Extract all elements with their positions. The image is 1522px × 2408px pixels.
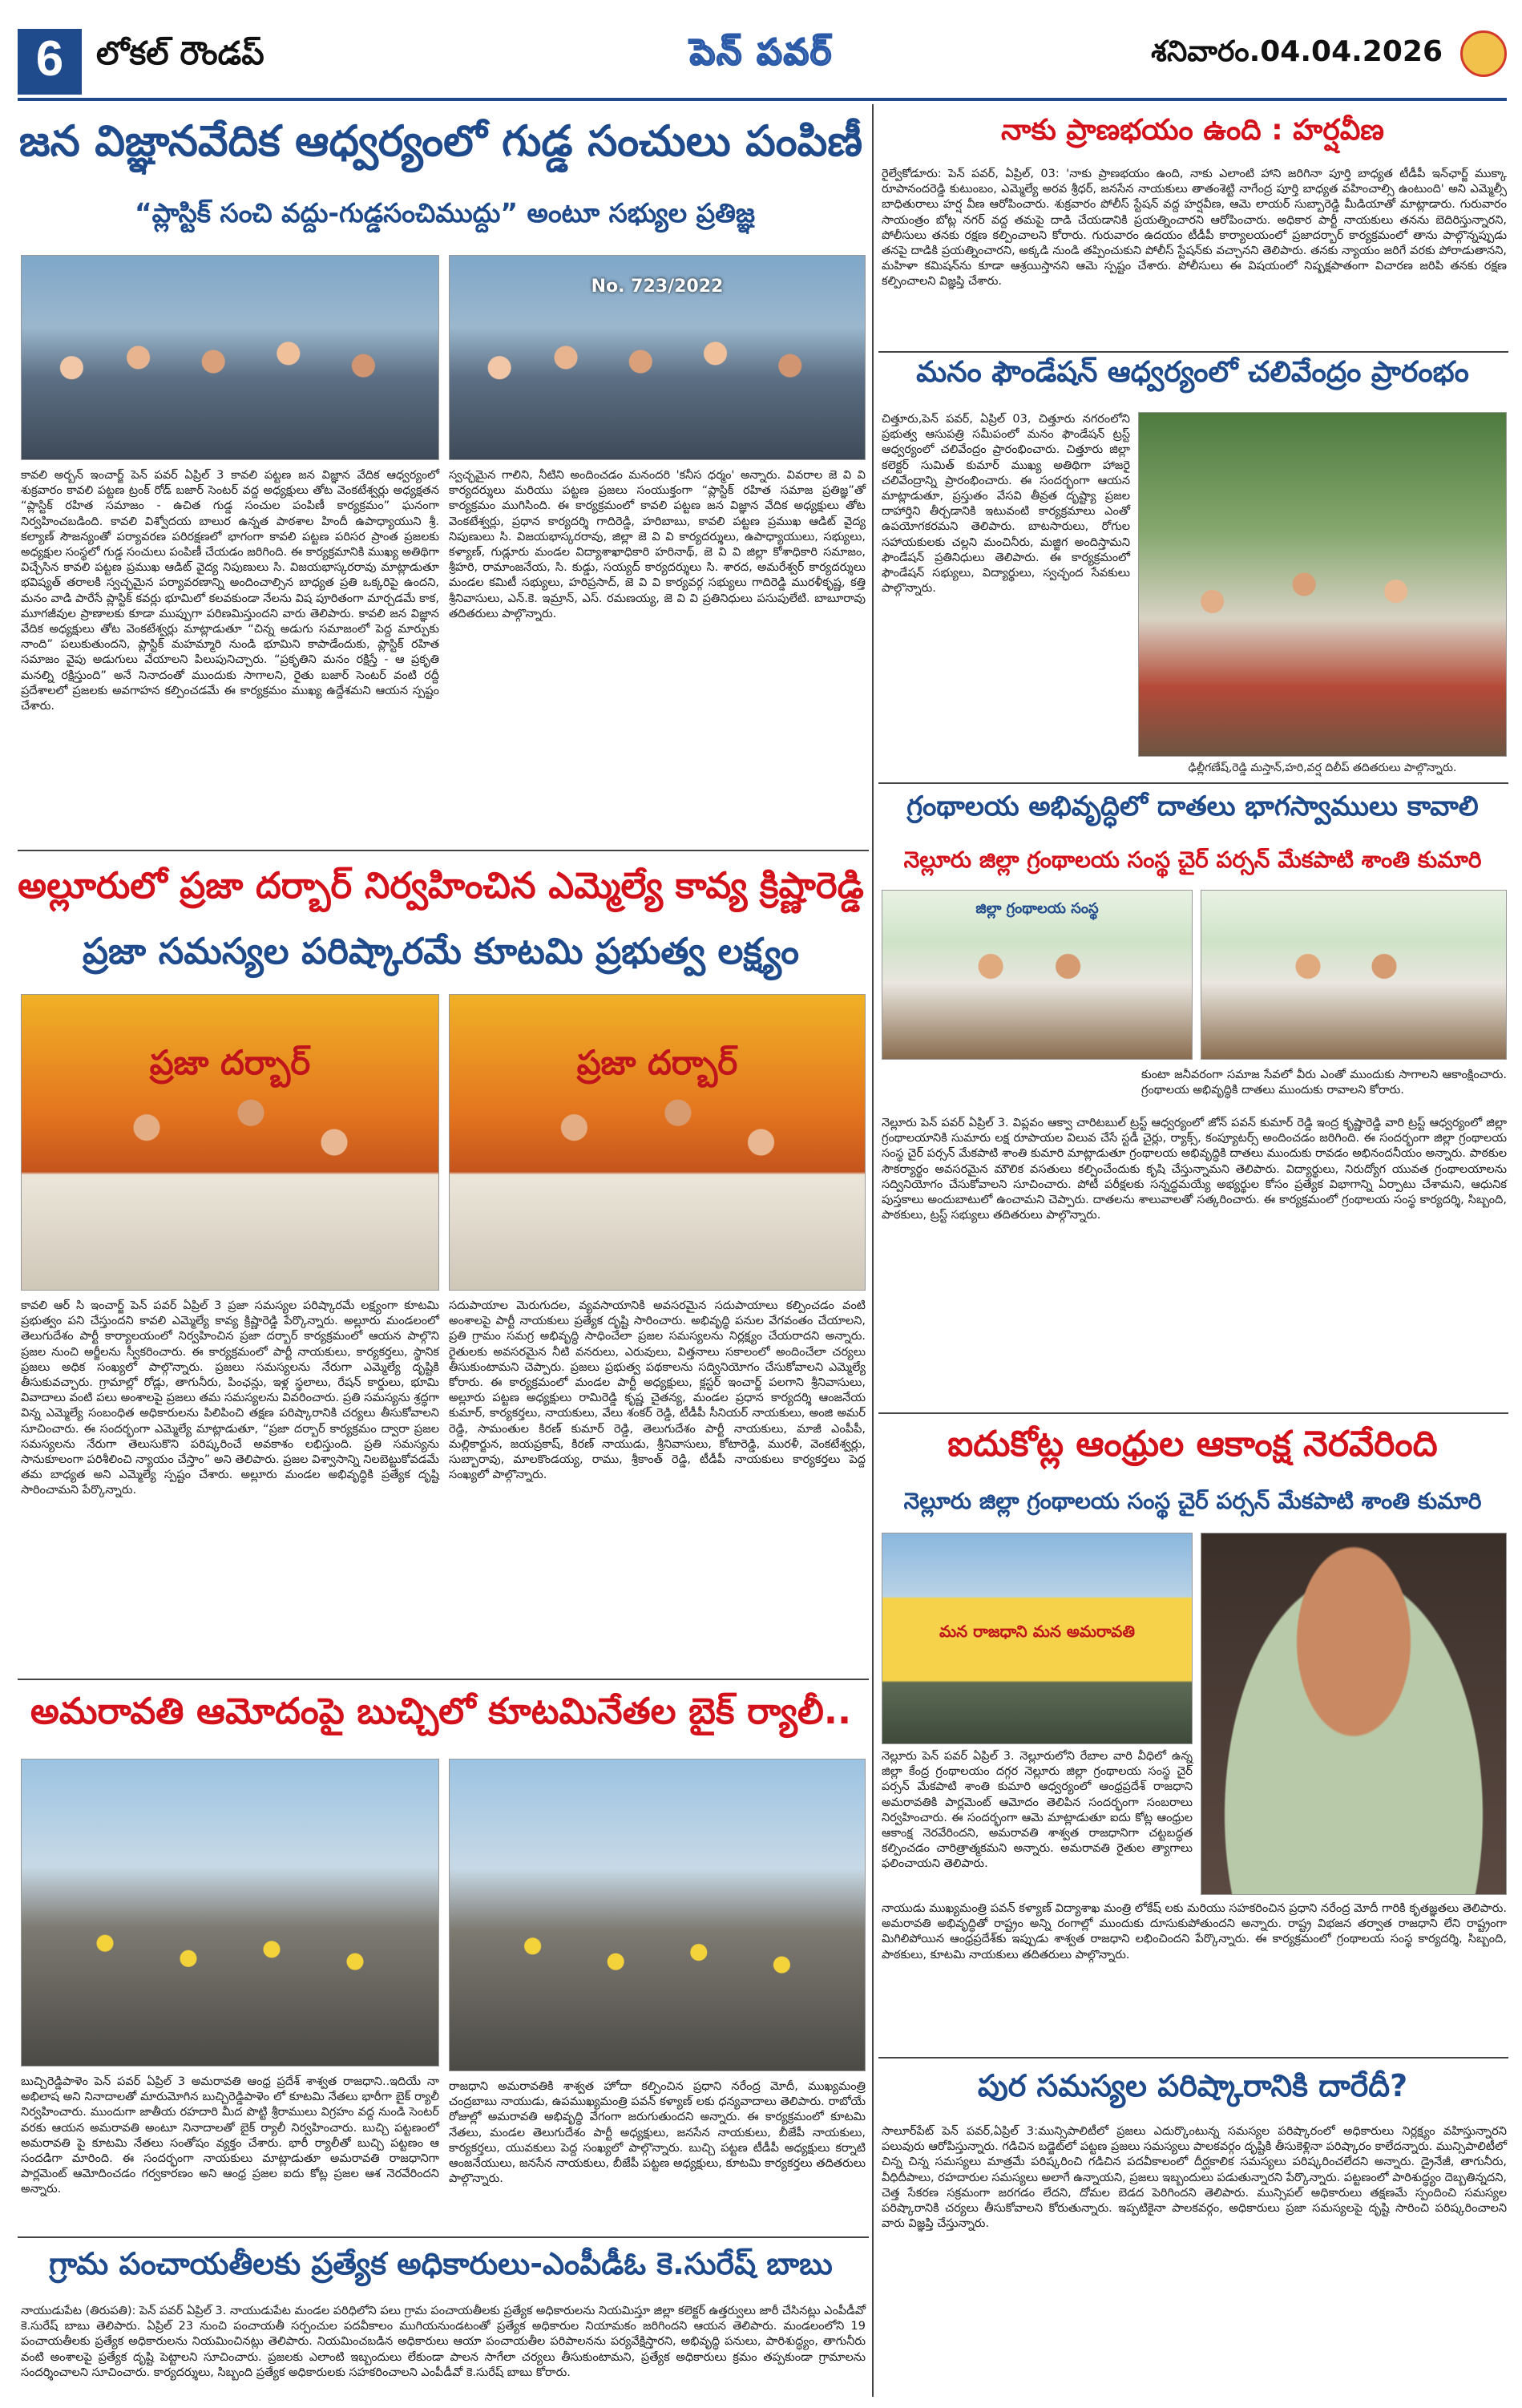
headline-cloth-bags: జన విజ్ఞానవేదిక ఆధ్వర్యంలో గుడ్డ సంచులు పంపిణీ (18, 117, 863, 166)
article-body-praja-darbar-right: సదుపాయాల మెరుగుదల, వ్యవసాయానికి అవసరమైన సదుపాయాలు కల్పించడం వంటి అంశాలపై పార్టీ నాయకులు ప్రత్యేక దృష్టి సారించారు. అభివృద్ధి పనుల వేగవంతం చేయాలని, ప్రతి గ్రామం సమగ్ర అభివృద్ధి సాధించేలా ప్రజల సమస్యలను నిర్లక్ష్యం చేయరాదని అన్నారు. రైతులకు అవసరమైన నీటి వనరులు, ఎరువులు, విత్తనాలు సకాలంలో అందించేలా చర్యలు తీసుకుంటామని చెప్పారు. ప్రజలు ప్రభుత్వ పథకాలను సద్వినియోగం చేసుకోవాలని ఎమ్మెల్యే కోరారు. ఈ కార్యక్రమంలో మండల పార్టీ అధ్యక్షులు, క్లస్టర్ ఇంచార్జ్ పలగాని శ్రీనివాసులు, అల్లూరు పట్టణ అధ్యక్షులు రామిరెడ్డి కృష్ణ చైతన్య, మండల ప్రధాన కార్యదర్శి ఆంజనేయ కుమార్, కార్యకర్తలు, నాయకులు, వేలు శంకర్ రెడ్డి, టీడీపీ సీనియర్ నాయకులు, అంజి అమర్ రెడ్డి, సామంతుల కిరణ్ కుమార్ రెడ్డి, తెలుగుదేశం పార్టీ నాయకులు, మాజీ ఎంపీపీ, మల్లికార్జున, జయప్రకాష్, కిరణ్ నాయుడు, శ్రీనివాసులు, కోటారెడ్డి, మురళీ, వెంకటేశ్వర్లు, సుబ్బారావు, మాలకొండయ్య, రాము, శ్రీకాంత్ రెడ్డి, టీడీపీ నాయకులు కార్యకర్తలు పెద్ద సంఖ్యలో పాల్గొన్నారు. (449, 1299, 870, 1482)
photo-banner-text: ప్రజా దర్బార్ (149, 1043, 311, 1082)
article-body-harshaveena: రైల్వేకోడూరు: పెన్ పవర్, ఏప్రిల్, 03: 'నాకు ప్రాణభయం ఉంది, నాకు ఎలాంటి హాని జరిగినా పూర్తి బాధ్యత టీడీపీ ఇన్‌ఛార్జ్ ముక్కా రూపానందరెడ్డి కుటుంబం, ఎమ్మెల్యే అరవ శ్రీధర్, జనసేన నాయకులు తాతంశెట్టి నాగేంద్ర పూర్తి బాధ్యత వహించాల్సి ఉంటుంది' అని ఎమ్మెల్సీ బాధితురాలు హర్ష వీణ ఆరోపించారు. శుక్రవారం పోలీస్ స్టేషన్ వద్ద హర్షవీణ, ఆమె లాయర్ సుబ్బారెడ్డి మీడియాతో మాట్లాడారు. గురువారం సాయంత్రం బోట్ల నగర్ వద్ద తమపై దాడి చేయడానికి ప్రయత్నించారని ఆరోపించారు. అధికార పార్టీ నాయకులు తనను బెదిరిస్తున్నారని, పోలీసులు తనకు రక్షణ కల్పించాలని కోరారు. గురువారం ఉదయం టీడీపీ కార్యాలయంలో ప్రజాదర్బార్ కార్యక్రమంలో తాను పాల్గొన్నప్పుడు తనపై దాడికి ప్రయత్నించారని, అక్కడి నుండి తప్పించుకుని పోలీస్ స్టేషన్‌కు వచ్చానని తెలిపారు. తనకు న్యాయం జరిగే వరకు పోరాడుతానని, మహిళా కమిషన్‌ను కూడా ఆశ్రయిస్తానని ఆమె స్పష్టం చేశారు. పోలీసులు ఈ విషయంలో నిష్పక్షపాతంగా విచారణ జరిపి తనకు రక్షణ కల్పించాలని విజ్ఞప్తి చేశారు. (882, 168, 1511, 289)
section-divider (878, 1412, 1508, 1414)
photo-praja-darbar-mla (449, 994, 866, 1291)
article-body-cloth-bags-left: కావలి అర్బన్ ఇంచార్జ్ పెన్ పవర్ ఏప్రిల్ 3 కావలి పట్టణ జన విజ్ఞాన వేదిక ఆధ్వర్యంలో శుక్రవారం కావలి పట్టణ ట్రంక్ రోడ్ బజార్ సెంటర్ వద్ద అధ్యక్షులు తోట వెంకటేశ్వర్లు అధ్యక్షతన “ప్లాస్టిక్ రహిత సమాజం - ఉచిత గుడ్డ సంచుల పంపిణీ కార్యక్రమం” ఘనంగా నిర్వహించబడింది. కావలి విశ్వోదయ బాలుర ఉన్నత పాఠశాల హిందీ ఉపాధ్యాయుని శ్రీ. కల్యాణ్ సౌజన్యంతో పర్యావరణ పరిరక్షణలో భాగంగా కావలి పట్టణ పరిసర ప్రాంత ప్రజలకు అధ్యక్షుల సంస్థలో గుడ్డ సంచులు పంపిణీ చేయడం జరిగింది. ఈ కార్యక్రమానికి ముఖ్య అతిథిగా విచ్చేసిన కావలి పట్టణ ప్రముఖ ఆడిట్ వైద్య నిపుణులు సి. విజయభాస్కరరావు మాట్లాడుతూ భవిష్యత్ తరాలకి స్వచ్ఛమైన పర్యావరణాన్ని అందించాల్సిన బాధ్యత ప్రతి ఒక్కరిపై ఉందని, మనం వాడి పారేసే ప్లాస్టిక్ కవర్లు భూమిలో కలవకుండా నేలను విష పూరితంగా మార్చడమే కాక, మూగజీవుల ప్రాణాలకు కూడా ముప్పుగా పరిణమిస్తుందని వారు తెలిపారు. కావలి జన విజ్ఞాన వేదిక అధ్యక్షులు తోట వెంకటేశ్వర్లు మాట్లాడుతూ “చిన్న అడుగు సమాజంలో పెద్ద మార్పుకు నాంది” పలుకుతుందని, ప్లాస్టిక్ మహమ్మారి నుండి భూమిని కాపాడేందుకు, ప్లాస్టిక్ రహిత సమాజం వైపు అడుగులు వేయాలని పిలుపునిచ్చారు. “ప్రకృతిని మనం రక్షిస్తే - ఆ ప్రకృతి మనల్ని రక్షిస్తుంది” అనే నినాదంతో ముందుకు సాగాలని, రైతు బజార్ సెంటర్ వంటి రద్దీ ప్రదేశాలలో ప్రజలకు అవగాహన కల్పించడమే ఈ కార్యక్రమం ముఖ్య ఉద్దేశమని ఆయన స్పష్టం చేశారు. (21, 469, 443, 713)
section-title: లోకల్ రౌండప్ (96, 35, 264, 72)
photo-cloth-bag-distribution (21, 255, 439, 460)
photo-bike-rally-street (449, 1759, 866, 2071)
article-body-amaravati-left: నెల్లూరు పెన్ పవర్ ఏప్రిల్ 3. నెల్లూరులోని రేబాల వారి వీధిలో ఉన్న జిల్లా కేంద్ర గ్రంథాలయం దగ్గర నెల్లూరు జిల్లా గ్రంథాలయ సంస్థ చైర్ పర్సన్ మేకపాటి శాంతి కుమారి ఆధ్వర్యంలో ఆంధ్రప్రదేశ్ రాజధాని అమరావతికి పార్లమెంట్ ఆమోదం తెలిపిన సందర్భంగా సంబరాలు నిర్వహించారు. ఈ సందర్భంగా ఆమె మాట్లాడుతూ ఐదు కోట్ల ఆంధ్రుల ఆకాంక్ష నెరవేరిందని, అమరావతి శాశ్వత రాజధానిగా చట్టబద్ధత కల్పించడం చారిత్రాత్మకమని అన్నారు. అమరావతి రైతుల త్యాగాలు ఫలించాయని తెలిపారు. (882, 1750, 1197, 1871)
section-divider (18, 1679, 869, 1680)
section-divider (878, 351, 1508, 353)
headline-library-donors: గ్రంథాలయ అభివృద్ధిలో దాతలు భాగస్వాములు కావాలి (906, 790, 1479, 822)
photo-banner-text: జిల్లా గ్రంథాలయ సంస్థ (975, 900, 1099, 917)
photo-banner-text: ప్రజా దర్బార్ (576, 1043, 738, 1082)
photo-shanti-kumari-portrait (1201, 1533, 1507, 1895)
photo-banner-text: మన రాజధాని మన అమరావతి (939, 1622, 1135, 1641)
masthead-rule (18, 98, 1507, 101)
subhead-library-donors: నెల్లూరు జిల్లా గ్రంథాలయ సంస్థ చైర్ పర్సన్ మేకపాటి శాంతి కుమారి (903, 846, 1482, 873)
article-body-cloth-bags-right: స్వచ్ఛమైన గాలిని, నీటిని అందించడం మనందరి 'కనీస ధర్మం' అన్నారు. వివరాల జె వి వి కార్యదర్శులు మరియు పట్టణ ప్రజలు సంయుక్తంగా “ప్లాస్టిక్ రహిత సమాజ ప్రతిజ్ఞ”తో కార్యక్రమం ముగిసింది. ఈ కార్యక్రమంలో కావలి పట్టణ జన విజ్ఞాన వేదిక అధ్యక్షులు తోట వెంకటేశ్వర్లు, ప్రధాన కార్యదర్శి గాదిరెడ్డి, హరిబాబు, కావలి పట్టణ ప్రముఖ ఆడిట్ వైద్య నిపుణులు సి. విజయభాస్కరరావు, జిల్లా జె వి వి కార్యదర్శులు, ఉపాధ్యాయులు, సభ్యులు, కళ్యాణ్, గుడ్లూరు మండల విద్యాశాఖాధికారి హరినాథ్, జె వి వి జిల్లా కోశాధికారి సమాజం, శ్రీహరి, రామాంజనేయ, సి. కుడ్డు, సయ్యద్ కార్యదర్శులు సి. శారద, అమరేశ్వర్ కార్యదర్శులు మండల కమిటీ సభ్యులు, హరిప్రసాద్, జె వి వి కార్యవర్గ సభ్యులు గాదిరెడ్డి మురళీకృష్ణ, కత్తి శ్రీనివాసులు, ఎన్.కె. ఇమ్రాన్, ఎస్. రమణయ్య, జె వి వి ప్రతినిధులు పసుపులేటి. బాబూరావు తదితరులు పాల్గొన్నారు. (449, 469, 870, 620)
headline-amaravati-aspiration: ఐదుకోట్ల ఆంధ్రుల ఆకాంక్ష నెరవేరింది (947, 1424, 1438, 1465)
photo-banner-text: No. 723/2022 (591, 277, 724, 297)
page-number: 6 (18, 29, 82, 95)
article-body-municipal-problems: సాలూర్‌పేట్ పెన్ పవర్,ఏప్రిల్ 3:మున్సిపాలిటీలో ప్రజలు ఎదుర్కొంటున్న సమస్యల పరిష్కారంలో అధికారులు నిర్లక్ష్యం వహిస్తున్నారని పలువురు ఆరోపిస్తున్నారు. గడిచిన బడ్జెట్‌లో పట్టణ ప్రజలు సమస్యలు పాలకవర్గం దృష్టికి తీసుకెళ్లినా పరిష్కారం కాలేదన్నారు. మున్సిపాలిటీలో చిన్న చిన్న సమస్యలు మాత్రమే పరిష్కరించి గడిచిన పదవీకాలంలో దీర్ఘకాలిక సమస్యలు పరిష్కరించలేదని అన్నారు. డ్రైనేజీ, తాగునీరు, వీధిదీపాలు, రహదారుల సమస్యలు అలాగే ఉన్నాయని, ప్రజలు ఇబ్బందులు పడుతున్నారని పేర్కొన్నారు. పట్టణంలో పారిశుద్ధ్యం దెబ్బతిన్నదని, చెత్త సేకరణ సక్రమంగా జరగడం లేదని, దోమల బెడద పెరిగిందని తెలిపారు. మున్సిపల్ అధికారులు తక్షణమే స్పందించి సమస్యల పరిష్కారానికి చర్యలు తీసుకోవాలని కోరుతున్నారు. ఇప్పటికైనా పాలకవర్గం, అధికారులు ప్రజా సమస్యలపై దృష్టి సారించి పరిష్కరించాలని వారు విజ్ఞప్తి చేస్తున్నారు. (882, 2125, 1511, 2231)
photo-caption-chalivendram: ఢిల్లీగణేష్,రెడ్డి మస్తాన్,హరి,వర్ష దిలీప్ తదితరులు పాల్గొన్నారు. (1188, 762, 1457, 774)
section-divider (878, 2057, 1508, 2059)
section-divider (18, 850, 869, 851)
article-body-chalivendram: చిత్తూరు,పెన్ పవర్, ఏప్రిల్ 03, చిత్తూరు నగరంలోని ప్రభుత్వ ఆసుపత్రి సమీపంలో మనం ఫౌండేషన్ ట్రస్ట్ ఆధ్వర్యంలో చలివేంద్రం ప్రారంభించారు. చిత్తూరు జిల్లా కలెక్టర్ సుమిత్ కుమార్ ముఖ్య అతిథిగా హాజరై చలివేంద్రాన్ని ప్రారంభించారు. ఈ సందర్భంగా ఆయన మాట్లాడుతూ, ప్రస్తుతం వేసవి తీవ్రత దృష్ట్యా ప్రజల దాహార్తిని తీర్చడానికి ఇటువంటి కార్యక్రమాలు ఎంతో ఉపయోగకరమని తెలిపారు. బాటసారులు, రోగుల సహాయకులకు చల్లని మంచినీరు, మజ్జిగ అందిస్తామని ఫౌండేషన్ ప్రతినిధులు తెలిపారు. ఈ కార్యక్రమంలో ఫౌండేషన్ సభ్యులు, విద్యార్థులు, స్వచ్ఛంద సేవకులు పాల్గొన్నారు. (882, 413, 1134, 596)
section-divider (18, 2236, 869, 2238)
article-body-praja-darbar-left: కావలి ఆర్ సి ఇంచార్జ్ పెన్ పవర్ ఏప్రిల్ 3 ప్రజా సమస్యల పరిష్కారమే లక్ష్యంగా కూటమి ప్రభుత్వం పని చేస్తుందని కావలి ఎమ్మెల్యే కావ్య క్రిష్ణారెడ్డి పేర్కొన్నారు. అల్లూరు మండలంలో తెలుగుదేశం పార్టీ కార్యాలయంలో నిర్వహించిన ప్రజా దర్బార్ కార్యక్రమంలో ఆయన పాల్గొని ప్రజల నుంచి అర్జీలను స్వీకరించారు. ఈ కార్యక్రమంలో పార్టీ నాయకులు, కార్యకర్తలు, స్థానిక ప్రజలు అధిక సంఖ్యలో పాల్గొన్నారు. ప్రజలు సమస్యలను నేరుగా ఎమ్మెల్యే దృష్టికి తీసుకువచ్చారు. గ్రామాల్లో రోడ్లు, తాగునీరు, పింఛన్లు, ఇళ్ల స్థలాలు, రేషన్ కార్డులు, భూమి వివాదాలు వంటి పలు అంశాలపై ప్రజలు తమ సమస్యలను వివరించారు. ప్రతి సమస్యను శ్రద్ధగా విన్న ఎమ్మెల్యే సంబంధిత అధికారులను పిలిపించి తక్షణ పరిష్కారానికి చర్యలు తీసుకోవాలని సూచించారు. ఈ సందర్భంగా ఎమ్మెల్యే మాట్లాడుతూ, “ప్రజా దర్బార్ కార్యక్రమం ద్వారా ప్రజల సమస్యలను నేరుగా తెలుసుకొని పరిష్కరించే అవకాశం లభిస్తుంది. ప్రతి సమస్యను సానుకూలంగా పరిశీలించి న్యాయం చేస్తాం” అని తెలిపారు. ప్రజల విశ్వాసాన్ని నిలబెట్టుకోవడమే తమ బాధ్యత అని ఎమ్మెల్యే స్పష్టం చేశారు. అల్లూరు మండల అభివృద్ధికి ప్రత్యేక దృష్టి సారించామని పేర్కొన్నారు. (21, 1299, 443, 1497)
headline-praja-darbar: అల్లూరులో ప్రజా దర్బార్ నిర్వహించిన ఎమ్మెల్యే కావ్య క్రిష్ణారెడ్డి (18, 864, 864, 907)
article-body-amaravati-bottom: నాయుడు ముఖ్యమంత్రి పవన్ కళ్యాణ్ విద్యాశాఖ మంత్రి లోకేష్ లకు మరియు సహకరించిన ప్రధాని నరేంద్ర మోదీ గారికి కృతజ్ఞతలు తెలిపారు. అమరావతి అభివృద్ధితో రాష్ట్రం అన్ని రంగాల్లో ముందుకు దూసుకుపోతుందని అన్నారు. రాష్ట్ర విభజన తర్వాత రాజధాని లేని రాష్ట్రంగా మిగిలిపోయిన ఆంధ్రప్రదేశ్‌కు ఇప్పుడు శాశ్వత రాజధాని లభించిందని పేర్కొన్నారు. ఈ కార్యక్రమంలో గ్రంథాలయ సంస్థ కార్యదర్శి, సిబ్బంది, పాఠకులు, కూటమి నాయకులు తదితరులు పాల్గొన్నారు. (882, 1902, 1511, 1962)
article-body-library-top: కుంటా జనీవరంగా సమాజ సేవలో వీరు ఎంతో ముందుకు సాగాలని ఆకాంక్షించారు. గ్రంథాలయ అభివృద్ధికి దాతలు ముందుకు రావాలని కోరారు. (1141, 1069, 1511, 1097)
headline-special-officers: గ్రామ పంచాయతీలకు ప్రత్యేక అధికారులు-ఎంపీడీఓ కె.సురేష్ బాబు (49, 2246, 833, 2281)
brand-logo-text: పెన్ పవర్ (689, 32, 834, 73)
article-body-library: నెల్లూరు పెన్ పవర్ ఏప్రిల్ 3. విప్లవం ఆక్వా చారిటబుల్ ట్రస్ట్ ఆధ్వర్యంలో జోన్ పవన్ కుమార్ రెడ్డి ఇంద్ర కృష్ణారెడ్డి వారి ట్రస్ట్ ఆధ్వర్యంలో జిల్లా గ్రంథాలయానికి సుమారు లక్ష రూపాయల విలువ చేసే స్టడీ చైర్లు, ర్యాక్స్, కంప్యూటర్స్ అందించడం జరిగింది. ఈ సందర్భంగా జిల్లా గ్రంథాలయ సంస్థ చైర్ పర్సన్ మేకపాటి శాంతి కుమారి మాట్లాడుతూ గ్రంథాలయ అభివృద్ధికి దాతలు ముందుకు రావడం అభినందనీయం అన్నారు. పాఠకుల సౌకర్యార్థం అవసరమైన మౌలిక వసతులు కల్పించేందుకు కృషి చేస్తున్నామని తెలిపారు. విద్యార్థులు, నిరుద్యోగ యువత గ్రంథాలయాలను సద్వినియోగం చేసుకోవాలని సూచించారు. పోటీ పరీక్షలకు సన్నద్ధమయ్యే అభ్యర్థుల కోసం ప్రత్యేక విభాగాన్ని ఏర్పాటు చేశామని, ఆధునిక పుస్తకాలు అందుబాటులో ఉంచామని చెప్పారు. దాతలను శాలువాలతో సత్కరించారు. ఈ కార్యక్రమంలో గ్రంథాలయ సంస్థ కార్యదర్శి, సిబ్బంది, పాఠకులు, ట్రస్ట్ సభ్యులు తదితరులు పాల్గొన్నారు. (882, 1117, 1511, 1222)
photo-chalivendram (1138, 412, 1507, 757)
issue-date: శనివారం.04.04.2026 (1151, 35, 1443, 68)
article-body-special-officers: నాయుడుపేట (తిరుపతి): పెన్ పవర్ ఏప్రిల్ 3. నాయుడుపేట మండల పరిధిలోని పలు గ్రామ పంచాయతీలకు ప్రత్యేక అధికారులను నియమిస్తూ జిల్లా కలెక్టర్ ఉత్తర్వులు జారీ చేసినట్లు ఎంపీడీవో కె.సురేష్ బాబు తెలిపారు. ఏప్రిల్ 23 నుంచి పంచాయతీ సర్పంచుల పదవీకాలం ముగియనుండటంతో ప్రత్యేక అధికారుల నియామకం జరిగిందని ఆయన తెలిపారు. మండలంలోని 19 పంచాయతీలకు ప్రత్యేక అధికారులను నియమించినట్లు తెలిపారు. నియమించబడిన అధికారులు ఆయా పంచాయతీల పరిపాలనను పర్యవేక్షిస్తారని, అభివృద్ధి పనులు, పారిశుద్ధ్యం, తాగునీరు వంటి అంశాలపై ప్రత్యేక దృష్టి పెట్టాలని సూచించారు. ప్రజలకు ఎలాంటి ఇబ్బందులు లేకుండా పాలన సాగేలా చర్యలు తీసుకుంటామని, ప్రత్యేక అధికారులు క్రమం తప్పకుండా గ్రామాలను సందర్శించాలని సూచించారు. కార్యదర్శులు, సిబ్బంది ప్రత్యేక అధికారులకు సహకరించాలని ఎంపీడీవో కె.సురేష్ బాబు కోరారు. (21, 2305, 870, 2379)
photo-bike-rally-crowd (21, 1759, 439, 2067)
subhead-cloth-bags: “ప్లాస్టిక్ సంచి వద్దు-గుడ్డసంచిముద్దు” అంటూ సభ్యుల ప్రతిజ్ఞ (134, 197, 756, 228)
photo-library-donation (882, 890, 1193, 1060)
photo-library-study-chairs (1201, 890, 1507, 1060)
article-body-bike-rally-right: రాజధాని అమరావతికి శాశ్వత హోదా కల్పించిన ప్రధాని నరేంద్ర మోదీ, ముఖ్యమంత్రి చంద్రబాబు నాయుడు, ఉపముఖ్యమంత్రి పవన్ కళ్యాణ్ లకు ధన్యవాదాలు తెలిపారు. రాబోయే రోజుల్లో అమరావతి అభివృద్ధి వేగంగా జరుగుతుందని అన్నారు. ఈ కార్యక్రమంలో కూటమి నేతలు, మండల తెలుగుదేశం పార్టీ అధ్యక్షులు, జనసేన నాయకులు, బీజేపీ నాయకులు, కార్యకర్తలు, యువకులు పెద్ద సంఖ్యలో పాల్గొన్నారు. బుచ్చి పట్టణ టీడీపీ అధ్యక్షులు కర్నాటి ఆంజనేయులు, జనసేన నాయకులు, బీజేపీ పట్టణ అధ్యక్షులు, కూటమి కార్యకర్తలు తదితరులు పాల్గొన్నారు. (449, 2080, 870, 2186)
subhead-amaravati-aspiration: నెల్లూరు జిల్లా గ్రంథాలయ సంస్థ చైర్ పర్సన్ మేకపాటి శాంతి కుమారి (903, 1488, 1482, 1514)
headline-bike-rally: అమరావతి ఆమోదంపై బుచ్చిలో కూటమినేతల బైక్ ర్యాలీ.. (30, 1690, 852, 1732)
photo-cloth-bag-crowd (449, 255, 866, 460)
article-body-bike-rally-left: బుచ్చిరెడ్డిపాళెం పెన్ పవర్ ఏప్రిల్ 3 అమరావతి ఆంధ్ర ప్రదేశ్ శాశ్వత రాజధాని..ఇదియే నా అభిలాష అని నినాదాలతో మారుమోగిన బుచ్చిరెడ్డిపాళెం లో కూటమి నేతలు భారీగా బైక్ ర్యాలీ నిర్వహించారు. ముందుగా జాతీయ రహదారి మీద పొట్టి శ్రీరాములు విగ్రహం వద్ద నుండి సెంటర్ వరకు ఆయన అమరావతి అంటూ నినాదాలతో బైక్ ర్యాలీ నిర్వహించారు. బుచ్చి పట్టణంలో అమరావతి పై కూటమి నేతలు సంతోషం వ్యక్తం చేశారు. భారీ ర్యాలీతో బుచ్చి పట్టణం ఆ సందడిగా మారింది. ఈ సందర్భంగా నాయకులు మాట్లాడుతూ అమరావతి రాజధానిగా పార్లమెంట్ ఆమోదించడం గర్వకారణం అని ఆంధ్ర ప్రజల ఐదు కోట్ల ప్రజల ఆశ నెరవేరిందని అన్నారు. (21, 2075, 443, 2196)
column-divider (872, 104, 874, 2397)
subhead-praja-darbar: ప్రజా సమస్యల పరిష్కారమే కూటమి ప్రభుత్వ లక్ష్యం (82, 930, 800, 972)
headline-harshaveena: నాకు ప్రాణభయం ఉంది : హర్షవీణ (1000, 114, 1385, 147)
headline-municipal-problems: పుర సమస్యల పరిష్కారానికి దారేదీ? (977, 2068, 1408, 2103)
headline-chalivendram: మనం ఫౌండేషన్ ఆధ్వర్యంలో చలివేంద్రం ప్రారంభం (916, 356, 1469, 389)
brand-emblem-icon (1460, 30, 1507, 77)
section-divider (878, 782, 1508, 784)
photo-praja-darbar-petition (21, 994, 439, 1291)
photo-amaravati-celebration (882, 1533, 1193, 1744)
